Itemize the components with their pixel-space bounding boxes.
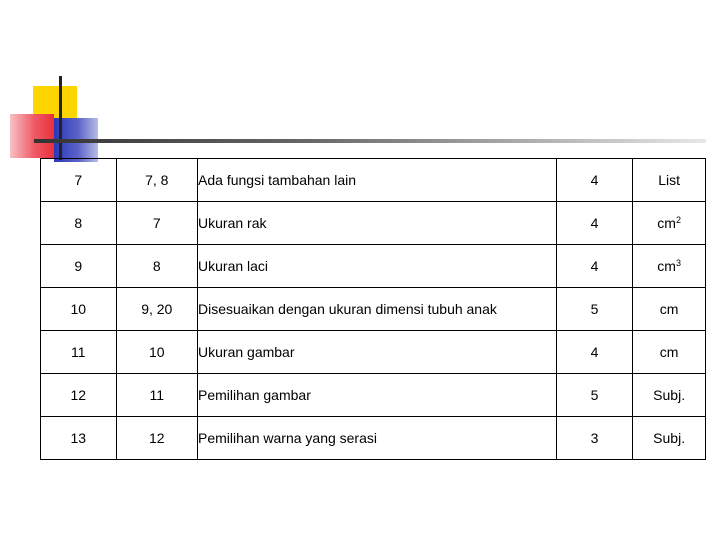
value-cell: 4 <box>556 159 632 202</box>
description-cell: Pemilihan gambar <box>198 374 557 417</box>
unit-cell <box>633 245 706 288</box>
description-cell: Pemilihan warna yang serasi <box>198 417 557 460</box>
row-number-cell: 8 <box>41 202 117 245</box>
unit-text: cm <box>657 258 676 274</box>
table-row <box>41 288 706 331</box>
row-number-cell: 10 <box>41 288 117 331</box>
unit-superscript: 3 <box>675 258 681 268</box>
reference-cell: 7, 8 <box>116 159 197 202</box>
table-row <box>41 159 706 202</box>
unit-text: List <box>658 172 681 188</box>
table-row <box>41 245 706 288</box>
value-cell: 4 <box>556 245 632 288</box>
decor-red-square <box>10 114 54 158</box>
unit-text: cm <box>659 344 679 360</box>
unit-superscript: 2 <box>675 215 681 225</box>
unit-cell <box>633 202 706 245</box>
table-row <box>41 331 706 374</box>
unit-text: cm <box>657 215 676 231</box>
table-row <box>41 417 706 460</box>
value-cell: 4 <box>556 202 632 245</box>
unit-cell <box>633 417 706 460</box>
unit-cell <box>633 159 706 202</box>
row-number-cell: 12 <box>41 374 117 417</box>
reference-cell: 11 <box>116 374 197 417</box>
criteria-table-body <box>41 159 706 460</box>
criteria-table <box>40 158 706 460</box>
value-cell: 4 <box>556 331 632 374</box>
value-cell: 5 <box>556 374 632 417</box>
description-cell: Ukuran rak <box>198 202 557 245</box>
decor-horizontal-line <box>34 139 706 143</box>
reference-cell: 9, 20 <box>116 288 197 331</box>
table-row <box>41 202 706 245</box>
reference-cell: 7 <box>116 202 197 245</box>
table-row <box>41 374 706 417</box>
unit-cell <box>633 331 706 374</box>
row-number-cell: 7 <box>41 159 117 202</box>
reference-cell: 10 <box>116 331 197 374</box>
description-cell: Ada fungsi tambahan lain <box>198 159 557 202</box>
reference-cell: 12 <box>116 417 197 460</box>
row-number-cell: 13 <box>41 417 117 460</box>
row-number-cell: 11 <box>41 331 117 374</box>
description-cell: Ukuran gambar <box>198 331 557 374</box>
row-number-cell: 9 <box>41 245 117 288</box>
unit-text: Subj. <box>653 430 686 446</box>
unit-text: Subj. <box>653 387 686 403</box>
unit-text: cm <box>659 301 679 317</box>
unit-cell <box>633 288 706 331</box>
unit-cell <box>633 374 706 417</box>
value-cell: 3 <box>556 417 632 460</box>
reference-cell: 8 <box>116 245 197 288</box>
description-cell: Ukuran laci <box>198 245 557 288</box>
description-cell: Disesuaikan dengan ukuran dimensi tubuh anak <box>198 288 557 331</box>
decor-vertical-line <box>59 76 62 160</box>
value-cell: 5 <box>556 288 632 331</box>
